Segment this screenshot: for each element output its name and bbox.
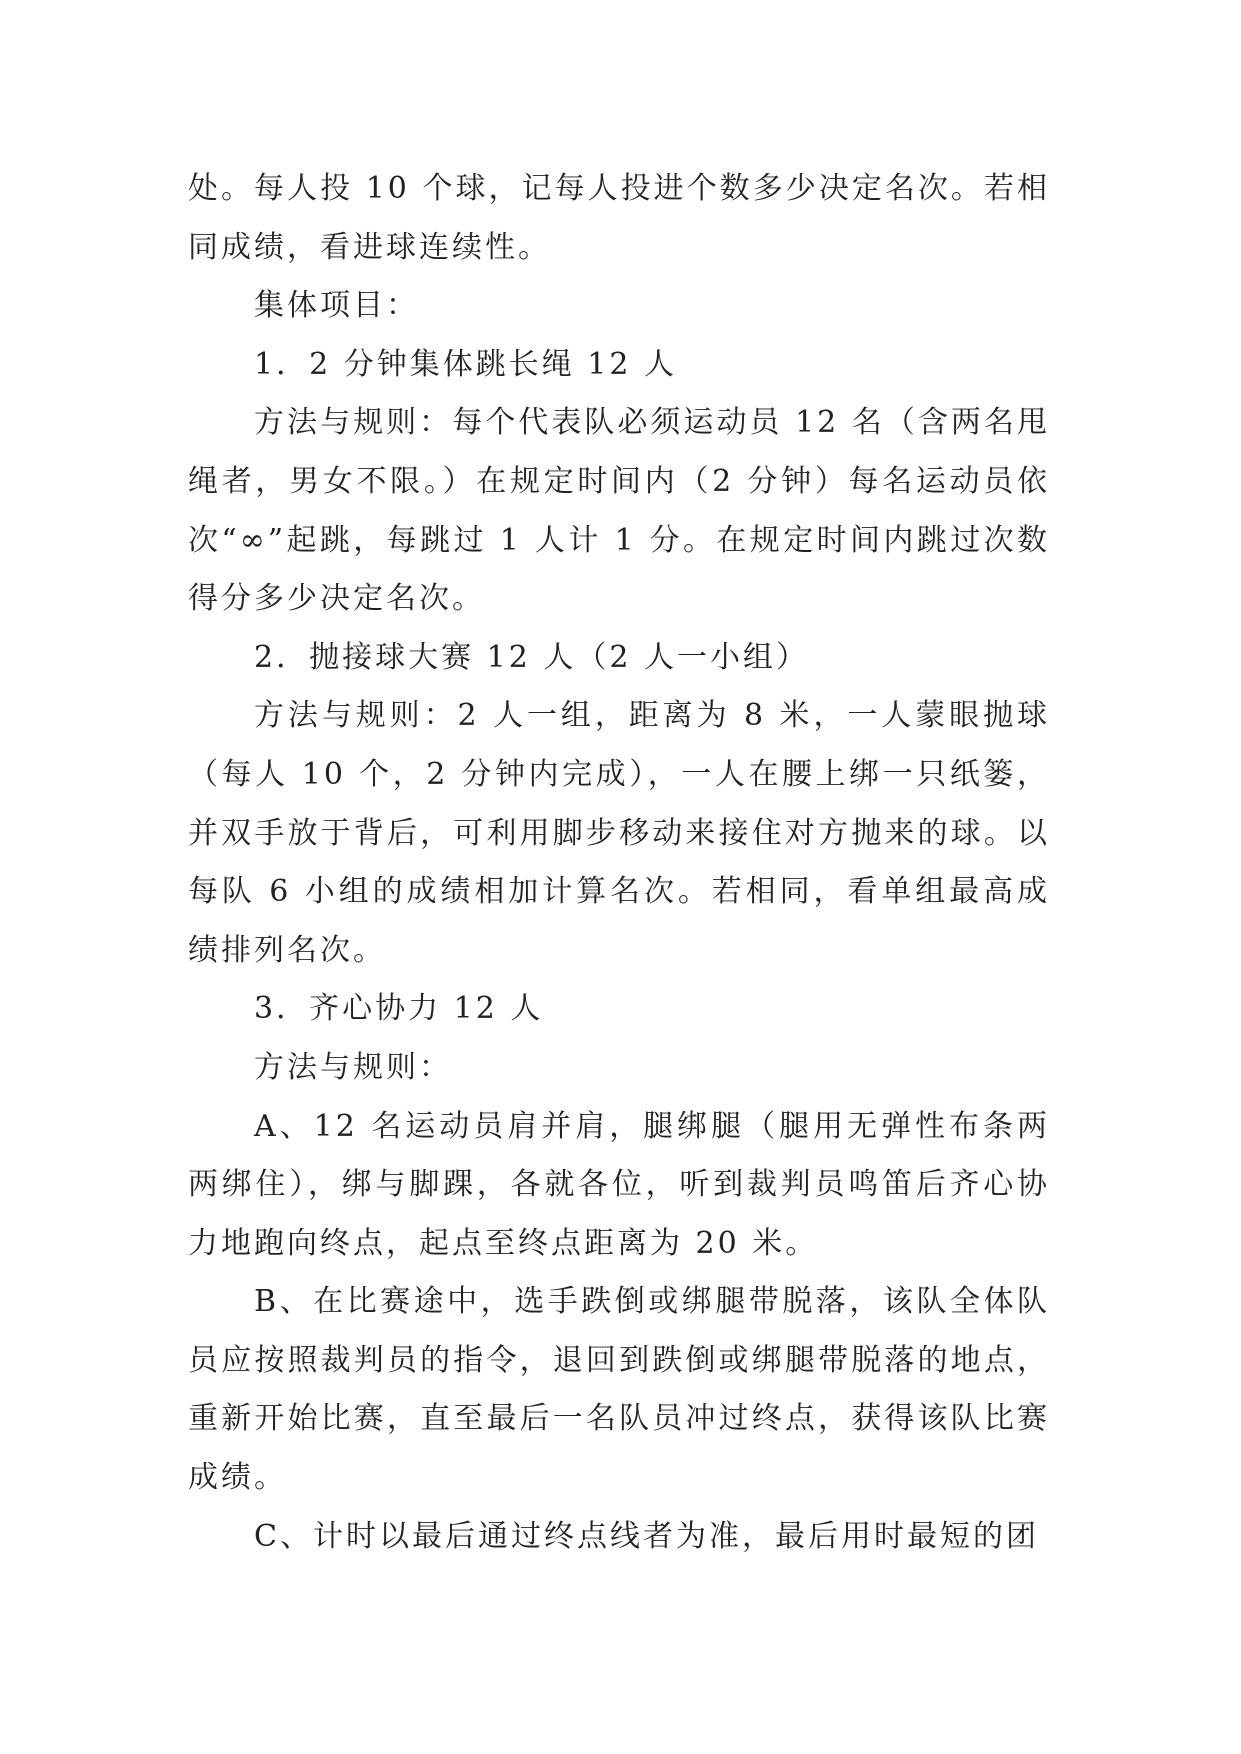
event-heading-teamwork-race: 3．齐心协力 12 人: [254, 991, 544, 1027]
rules-heading-teamwork-race: 方法与规则：: [254, 1049, 452, 1085]
event-heading-ball-toss: 2．抛接球大赛 12 人（2 人一小组）: [254, 639, 809, 675]
document-page: [188, 160, 1050, 1566]
section-heading-group-events: 集体项目：: [254, 288, 419, 324]
rules-paragraph-ball-toss: 方法与规则：2 人一组，距离为 8 米，一人蒙眼抛球（每人 10 个，2 分钟内完成），一人在腰上绑一只纸篓，并双手放于背后，可利用脚步移动来接住对方抛来的球。以每队 6 小组的成绩相加计算名次。若相同，看单组最高成绩排列名次。: [188, 698, 1050, 968]
rule-item-b: B、在比赛途中，选手跌倒或绑腿带脱落，该队全体队员应按照裁判员的指令，退回到跌倒或绑腿带脱落的地点，重新开始比赛，直至最后一名队员冲过终点，获得该队比赛成绩。: [188, 1284, 1050, 1496]
rules-paragraph-long-rope: 方法与规则：每个代表队必须运动员 12 名（含两名甩绳者，男女不限。）在规定时间内（2 分钟）每名运动员依次“∞”起跳，每跳过 1 人计 1 分。在规定时间内跳过次数得分多少决定名次。: [188, 405, 1050, 617]
event-heading-long-rope: 1．2 分钟集体跳长绳 12 人: [254, 346, 677, 382]
rule-item-a: A、12 名运动员肩并肩，腿绑腿（腿用无弹性布条两两绑住），绑与脚踝，各就各位，听到裁判员鸣笛后齐心协力地跑向终点，起点至终点距离为 20 米。: [188, 1108, 1050, 1261]
paragraph-continuation: 处。每人投 10 个球，记每人投进个数多少决定名次。若相同成绩，看进球连续性。: [188, 171, 1050, 265]
rule-item-c: C、计时以最后通过终点线者为准，最后用时最短的团: [254, 1518, 1039, 1554]
